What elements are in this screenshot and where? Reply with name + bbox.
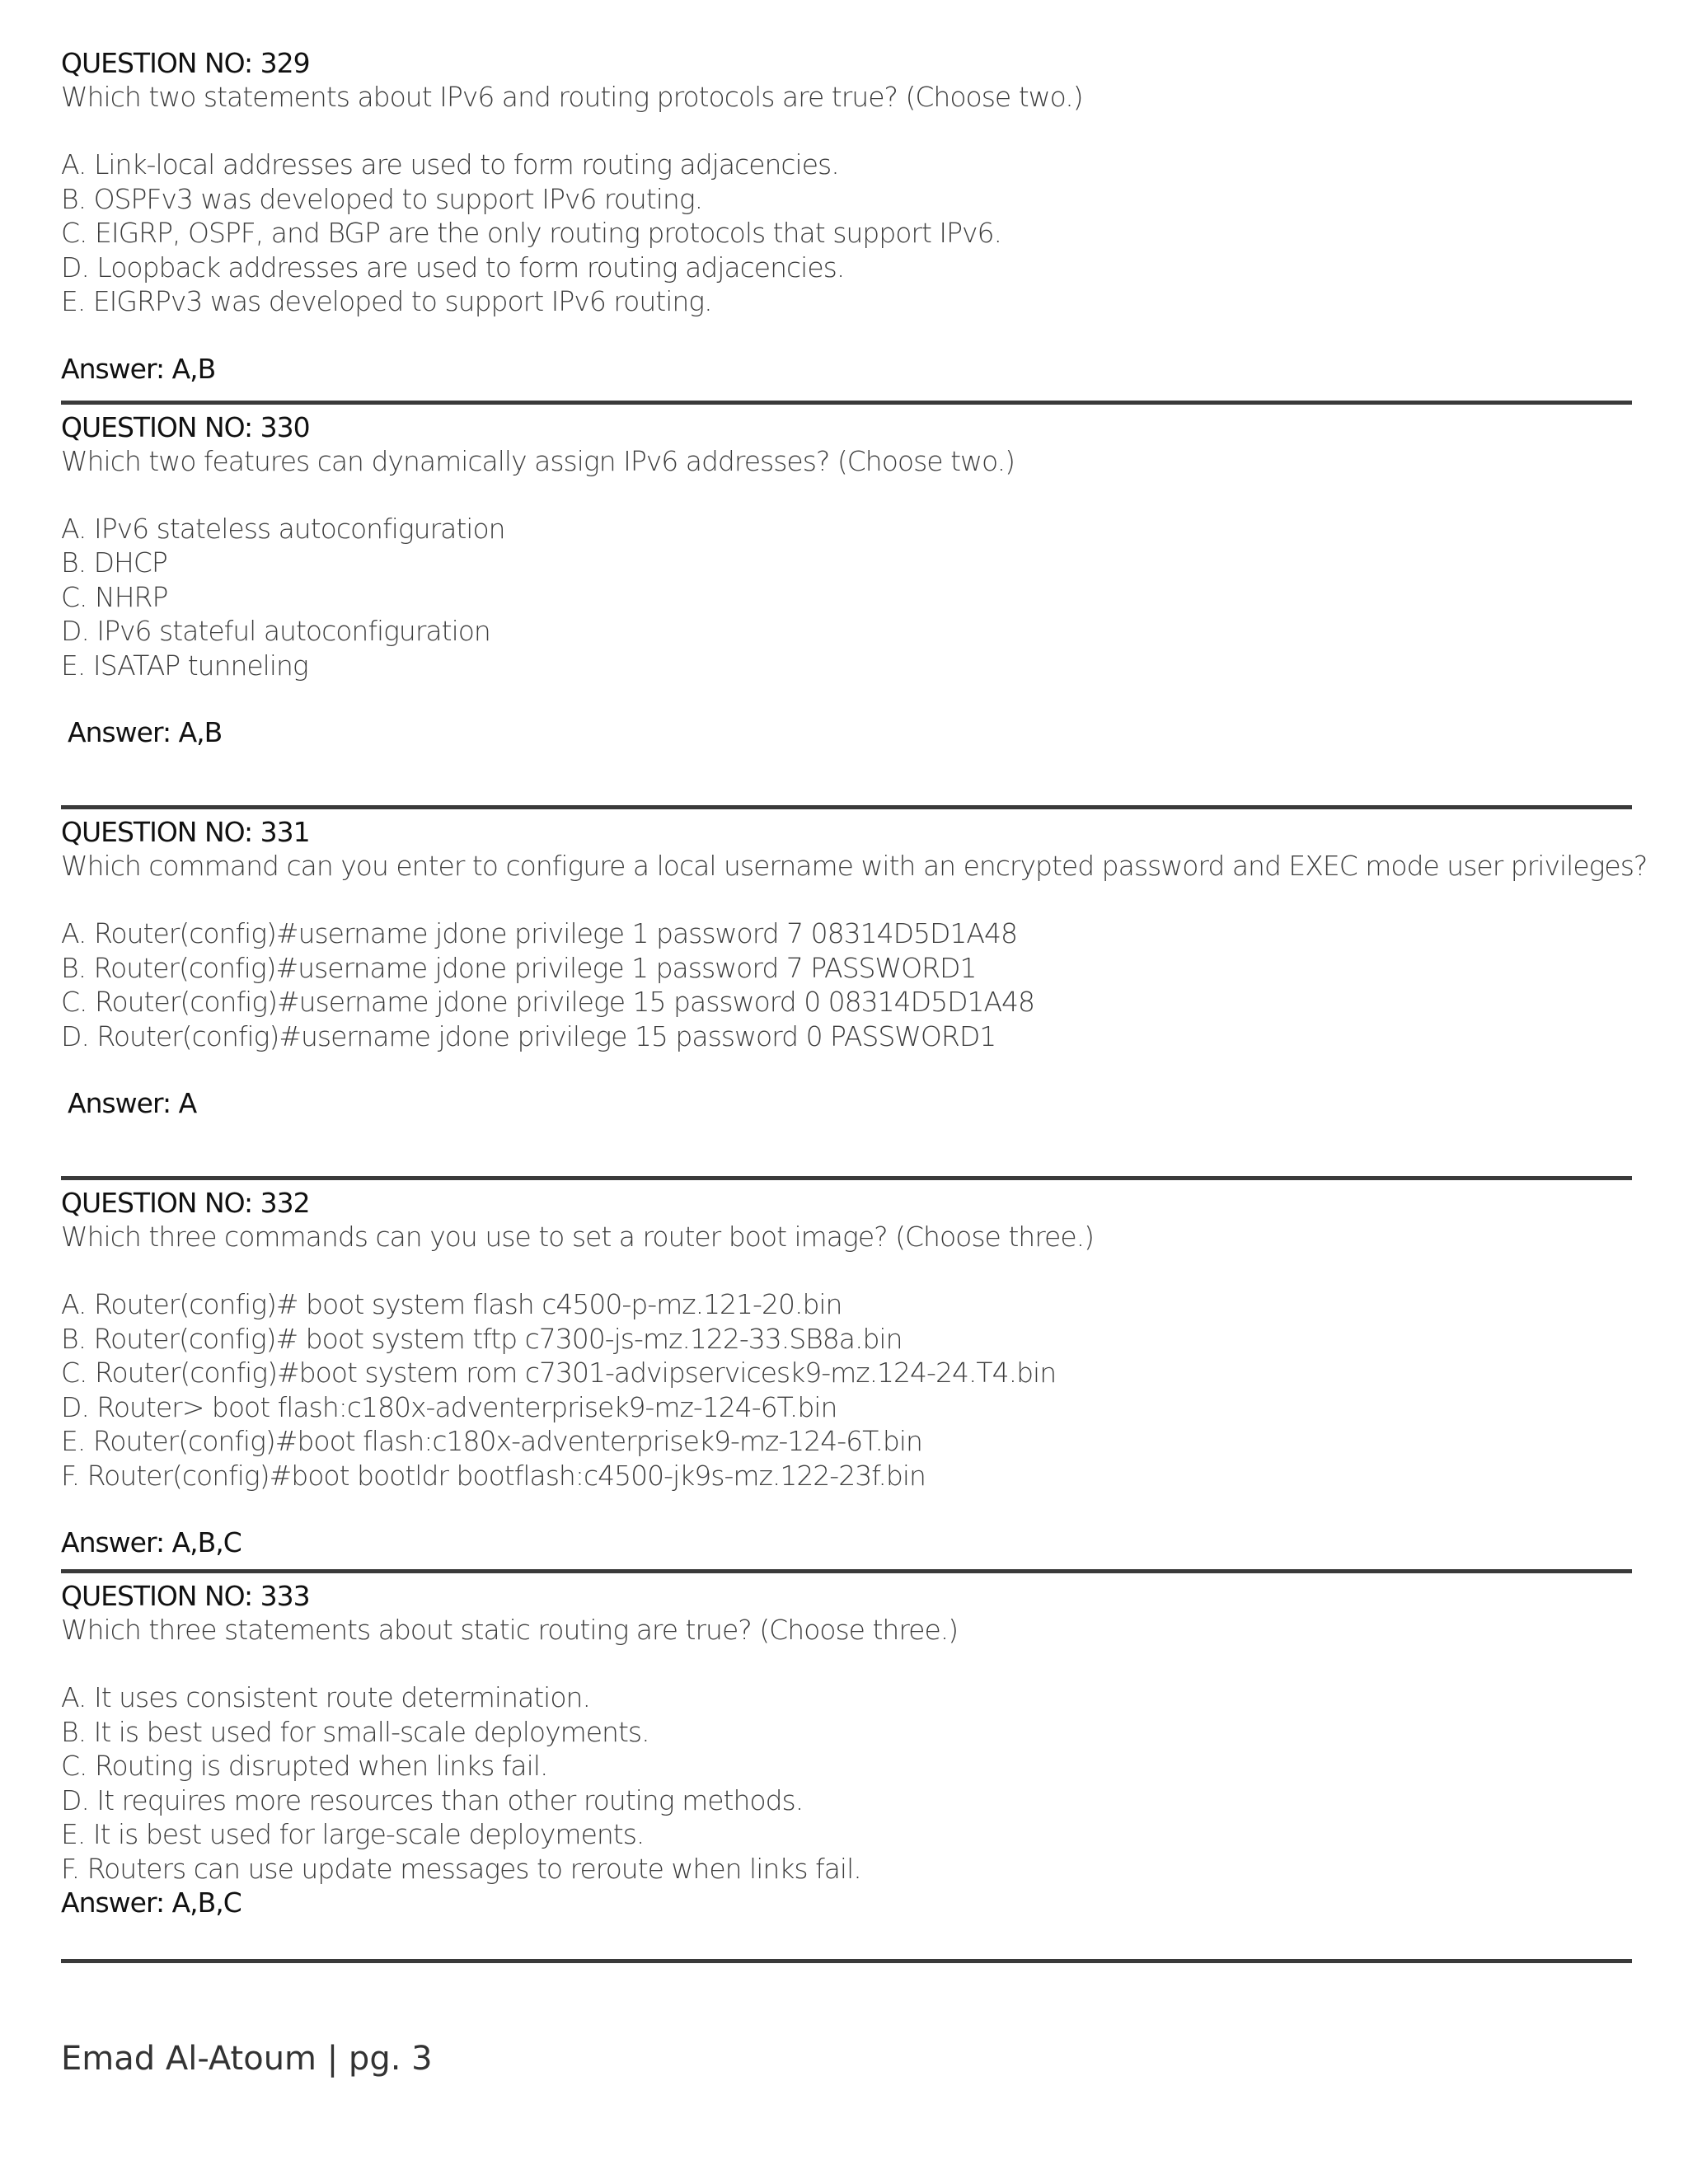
option-item: D. IPv6 stateful autoconfiguration	[61, 615, 490, 647]
option-item: C. Router(config)#username jdone privilege 15 password 0 08314D5D1A48	[61, 986, 1035, 1018]
document-page	[61, 46, 1648, 1963]
question-title: QUESTION NO: 330	[61, 410, 310, 443]
divider	[61, 1176, 1632, 1180]
question-block	[61, 1579, 1632, 1919]
question-text: Which two features can dynamically assign IPv6 addresses? (Choose two.)	[61, 444, 1015, 477]
option-item: D. It requires more resources than other routing methods.	[61, 1783, 804, 1816]
option-list	[61, 916, 1632, 1053]
option-item: A. It uses consistent route determination.	[61, 1681, 590, 1713]
question-block	[61, 1186, 1632, 1559]
option-item: C. Routing is disrupted when links fail.	[61, 1750, 548, 1782]
question-block	[61, 46, 1632, 386]
option-item: B. It is best used for small-scale deployments.	[61, 1715, 649, 1748]
question-text: Which two statements about IPv6 and routing protocols are true? (Choose two.)	[61, 81, 1083, 113]
option-list	[61, 1680, 1632, 1886]
option-item: B. OSPFv3 was developed to support IPv6 routing.	[61, 182, 703, 215]
question-title: QUESTION NO: 331	[61, 816, 310, 848]
option-item: B. DHCP	[61, 546, 167, 579]
question-text: Which command can you enter to configure a local username with an encrypted password and EXEC mode user privileges?	[61, 850, 1648, 882]
option-list	[61, 1287, 1632, 1493]
option-item: A. IPv6 stateless autoconfiguration	[61, 512, 505, 545]
option-item: F. Router(config)#boot bootldr bootflash:c4500-jk9s-mz.122-23f.bin	[61, 1459, 926, 1492]
option-item: E. It is best used for large-scale deployments.	[61, 1818, 645, 1850]
question-title: QUESTION NO: 332	[61, 1187, 310, 1219]
option-item: E. ISATAP tunneling	[61, 649, 308, 682]
option-list	[61, 512, 1632, 683]
answer-text: Answer: A	[68, 1087, 197, 1119]
answer-text: Answer: A,B,C	[61, 1526, 241, 1558]
question-title: QUESTION NO: 329	[61, 47, 310, 79]
question-title: QUESTION NO: 333	[61, 1580, 310, 1612]
option-item: D. Router(config)#username jdone privilege 15 password 0 PASSWORD1	[61, 1019, 996, 1052]
option-item: C. EIGRP, OSPF, and BGP are the only routing protocols that support IPv6.	[61, 217, 1002, 249]
option-item: E. EIGRPv3 was developed to support IPv6 routing.	[61, 285, 712, 317]
divider	[61, 805, 1632, 809]
divider	[61, 401, 1632, 405]
option-item: C. NHRP	[61, 580, 168, 613]
option-list	[61, 148, 1632, 319]
option-item: A. Link-local addresses are used to form routing adjacencies.	[61, 148, 839, 180]
question-text: Which three commands can you use to set a router boot image? (Choose three.)	[61, 1221, 1095, 1253]
question-block	[61, 815, 1648, 1120]
option-item: B. Router(config)# boot system tftp c7300-js-mz.122-33.SB8a.bin	[61, 1322, 903, 1355]
option-item: A. Router(config)# boot system flash c4500-p-mz.121-20.bin	[61, 1288, 842, 1320]
answer-text: Answer: A,B,C	[61, 1886, 241, 1919]
answer-text: Answer: A,B	[61, 352, 216, 385]
option-item: A. Router(config)#username jdone privilege 1 password 7 08314D5D1A48	[61, 917, 1017, 949]
divider	[61, 1959, 1632, 1963]
page-footer: Emad Al-Atoum | pg. 3	[61, 2040, 433, 2078]
option-item: C. Router(config)#boot system rom c7301-advipservicesk9-mz.124-24.T4.bin	[61, 1357, 1057, 1389]
option-item: F. Routers can use update messages to reroute when links fail.	[61, 1852, 861, 1885]
option-item: D. Router> boot flash:c180x-adventerprisek9-mz-124-6T.bin	[61, 1390, 837, 1423]
option-item: E. Router(config)#boot flash:c180x-adventerprisek9-mz-124-6T.bin	[61, 1425, 922, 1457]
answer-text: Answer: A,B	[68, 716, 223, 748]
option-item: D. Loopback addresses are used to form routing adjacencies.	[61, 251, 845, 284]
question-block	[61, 410, 1632, 750]
question-text: Which three statements about static routing are true? (Choose three.)	[61, 1614, 959, 1646]
divider	[61, 1569, 1632, 1573]
option-item: B. Router(config)#username jdone privilege 1 password 7 PASSWORD1	[61, 951, 977, 984]
